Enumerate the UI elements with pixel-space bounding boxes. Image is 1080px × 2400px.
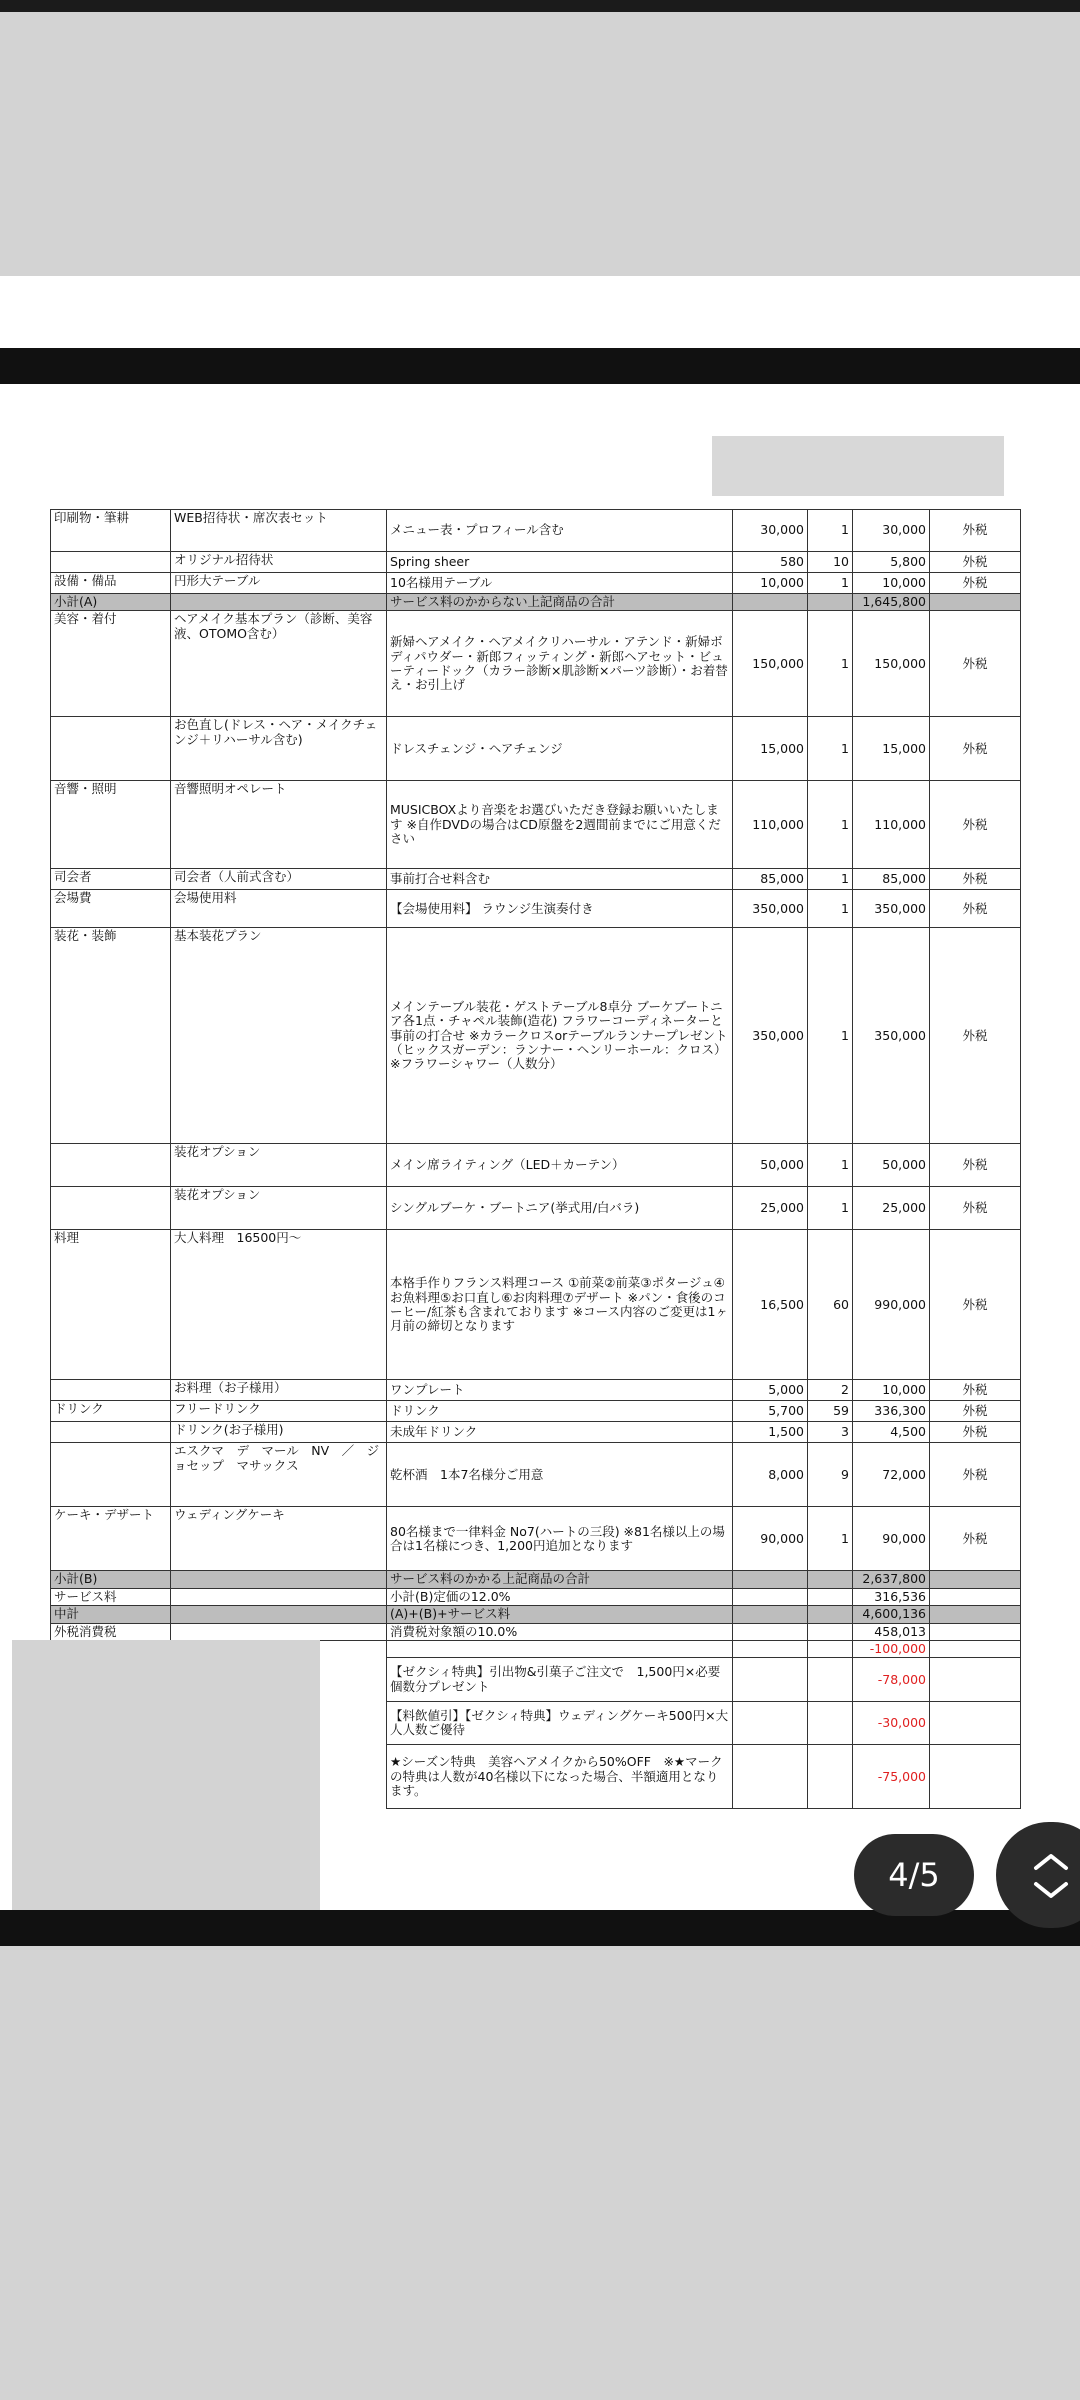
row-item: フリードリンク <box>171 1401 387 1422</box>
row-description: MUSICBOXより音楽をお選びいただき登録お願いいたします ※自作DVDの場合はCD原盤を2週間前までにご用意ください <box>387 781 733 869</box>
row-tax: 外税 <box>930 1144 1021 1187</box>
row-category: 料理 <box>51 1230 171 1380</box>
row-item: 司会者（人前式含む） <box>171 869 387 890</box>
row-category: 装花・装飾 <box>51 928 171 1144</box>
row-unit-price: 90,000 <box>733 1507 808 1571</box>
row-amount: 72,000 <box>853 1443 930 1507</box>
row-unit-price <box>733 594 808 611</box>
row-tax <box>930 594 1021 611</box>
row-category <box>51 1187 171 1230</box>
table-row <box>51 1380 1021 1401</box>
row-amount: 110,000 <box>853 781 930 869</box>
row-item: お色直し(ドレス・ヘア・メイクチェンジ＋リハーサル含む) <box>171 717 387 781</box>
row-amount: 458,013 <box>853 1623 930 1640</box>
row-quantity: 3 <box>808 1422 853 1443</box>
row-description: 未成年ドリンク <box>387 1422 733 1443</box>
table-row <box>51 552 1021 573</box>
page-indicator-label: 4/5 <box>888 1856 940 1894</box>
redacted-area-left <box>12 1640 320 1946</box>
row-unit-price <box>733 1588 808 1605</box>
row-description: ★シーズン特典 美容ヘアメイクから50%OFF ※★マークの特典は人数が40名様以下になった場合、半額適用となります。 <box>387 1745 733 1809</box>
row-unit-price: 10,000 <box>733 573 808 594</box>
row-description: ドリンク <box>387 1401 733 1422</box>
row-description: 事前打合せ料含む <box>387 869 733 890</box>
table-row <box>51 1230 1021 1380</box>
row-unit-price: 150,000 <box>733 611 808 717</box>
row-description: 小計(B)定価の12.0% <box>387 1588 733 1605</box>
table-row <box>51 1571 1021 1588</box>
row-amount: 2,637,800 <box>853 1571 930 1588</box>
row-quantity: 1 <box>808 1507 853 1571</box>
row-tax: 外税 <box>930 890 1021 928</box>
row-amount: 10,000 <box>853 573 930 594</box>
row-description: 新婦ヘアメイク・ヘアメイクリハーサル・アテンド・新婦ボディパウダー・新郎フィッティング・新郎ヘアセット・ビューティードック（カラー診断×肌診断×パーツ診断）・お着替え・お引上げ <box>387 611 733 717</box>
page-indicator <box>854 1834 974 1916</box>
row-quantity: 59 <box>808 1401 853 1422</box>
table-row <box>51 869 1021 890</box>
row-category: サービス料 <box>51 1588 171 1605</box>
row-quantity: 60 <box>808 1230 853 1380</box>
row-tax: 外税 <box>930 552 1021 573</box>
table-row <box>51 781 1021 869</box>
row-quantity: 1 <box>808 510 853 552</box>
row-description: サービス料のかかる上記商品の合計 <box>387 1571 733 1588</box>
row-description: メイン席ライティング（LED＋カーテン） <box>387 1144 733 1187</box>
row-amount: 4,500 <box>853 1422 930 1443</box>
row-tax: 外税 <box>930 869 1021 890</box>
table-row <box>51 1606 1021 1623</box>
table-row <box>51 1623 1021 1640</box>
row-item: 音響照明オペレート <box>171 781 387 869</box>
row-amount: 1,645,800 <box>853 594 930 611</box>
row-tax <box>930 1745 1021 1809</box>
row-tax: 外税 <box>930 510 1021 552</box>
row-tax <box>930 1588 1021 1605</box>
row-category: 外税消費税 <box>51 1623 171 1640</box>
row-item: ドリンク(お子様用) <box>171 1422 387 1443</box>
table-row <box>51 890 1021 928</box>
row-tax <box>930 1623 1021 1640</box>
row-category <box>51 1422 171 1443</box>
row-description: 【会場使用料】 ラウンジ生演奏付き <box>387 890 733 928</box>
row-item: オリジナル招待状 <box>171 552 387 573</box>
row-category: 小計(B) <box>51 1571 171 1588</box>
table-row <box>51 1422 1021 1443</box>
row-unit-price <box>733 1658 808 1702</box>
row-description: メインテーブル装花・ゲストテーブル8卓分 ブーケブートニア各1点・チャペル装飾(造花) フラワーコーディネーターと事前の打合せ ※カラークロスorテーブルランナープレゼント（ヒックスガーデン：ランナー・ヘンリーホール：クロス） ※フラワーシャワー（人数分） <box>387 928 733 1144</box>
table-row <box>51 928 1021 1144</box>
row-quantity: 1 <box>808 573 853 594</box>
row-item <box>171 1623 387 1640</box>
row-unit-price: 5,000 <box>733 1380 808 1401</box>
page-separator-band <box>0 348 1080 384</box>
row-tax: 外税 <box>930 1380 1021 1401</box>
table-row <box>51 611 1021 717</box>
row-tax: 外税 <box>930 1401 1021 1422</box>
row-category: 会場費 <box>51 890 171 928</box>
row-quantity: 1 <box>808 611 853 717</box>
row-amount: 10,000 <box>853 1380 930 1401</box>
row-item: 円形大テーブル <box>171 573 387 594</box>
row-unit-price: 350,000 <box>733 890 808 928</box>
row-description: 80名様まで一律料金 No7(ハートの三段) ※81名様以上の場合は1名様につき、1,200円追加となります <box>387 1507 733 1571</box>
row-description: Spring sheer <box>387 552 733 573</box>
row-quantity: 1 <box>808 1187 853 1230</box>
row-unit-price: 580 <box>733 552 808 573</box>
table-row <box>51 594 1021 611</box>
row-tax: 外税 <box>930 781 1021 869</box>
row-unit-price: 350,000 <box>733 928 808 1144</box>
row-unit-price: 16,500 <box>733 1230 808 1380</box>
row-unit-price: 8,000 <box>733 1443 808 1507</box>
row-item: 装花オプション <box>171 1144 387 1187</box>
row-quantity <box>808 1640 853 1657</box>
row-tax: 外税 <box>930 573 1021 594</box>
row-category <box>51 717 171 781</box>
row-unit-price <box>733 1745 808 1809</box>
row-unit-price: 85,000 <box>733 869 808 890</box>
row-description: 本格手作りフランス料理コース ①前菜②前菜③ポタージュ④お魚料理⑤お口直し⑥お肉料理⑦デザート ※パン・食後のコーヒー/紅茶も含まれております ※コース内容のご変更は1ヶ月前の締切となります <box>387 1230 733 1380</box>
row-amount: 50,000 <box>853 1144 930 1187</box>
row-category: 印刷物・筆耕 <box>51 510 171 552</box>
row-item: ヘアメイク基本プラン（診断、美容液、OTOMO含む） <box>171 611 387 717</box>
row-amount: 4,600,136 <box>853 1606 930 1623</box>
row-quantity: 1 <box>808 869 853 890</box>
row-quantity <box>808 1658 853 1702</box>
row-quantity: 1 <box>808 717 853 781</box>
row-tax: 外税 <box>930 1443 1021 1507</box>
row-amount: -30,000 <box>853 1702 930 1745</box>
row-category: 中計 <box>51 1606 171 1623</box>
table-row <box>51 1588 1021 1605</box>
row-unit-price: 110,000 <box>733 781 808 869</box>
row-quantity <box>808 1571 853 1588</box>
row-quantity <box>808 594 853 611</box>
row-quantity <box>808 1702 853 1745</box>
row-tax: 外税 <box>930 1422 1021 1443</box>
row-quantity <box>808 1745 853 1809</box>
row-unit-price <box>733 1702 808 1745</box>
chevron-up-down-icon <box>1026 1848 1076 1904</box>
row-category: 音響・照明 <box>51 781 171 869</box>
row-item: 装花オプション <box>171 1187 387 1230</box>
row-amount: -75,000 <box>853 1745 930 1809</box>
row-unit-price <box>733 1606 808 1623</box>
row-category <box>51 1443 171 1507</box>
row-amount: 336,300 <box>853 1401 930 1422</box>
table-row <box>51 1401 1021 1422</box>
row-quantity: 1 <box>808 1144 853 1187</box>
row-unit-price <box>733 1571 808 1588</box>
row-quantity: 2 <box>808 1380 853 1401</box>
table-row <box>51 573 1021 594</box>
row-amount: 5,800 <box>853 552 930 573</box>
row-unit-price: 15,000 <box>733 717 808 781</box>
row-tax <box>930 1606 1021 1623</box>
row-amount: 85,000 <box>853 869 930 890</box>
row-item: ウェディングケーキ <box>171 1507 387 1571</box>
row-category: ドリンク <box>51 1401 171 1422</box>
row-item: 会場使用料 <box>171 890 387 928</box>
row-description: 10名様用テーブル <box>387 573 733 594</box>
row-description: (A)+(B)+サービス料 <box>387 1606 733 1623</box>
row-item <box>171 1588 387 1605</box>
row-category <box>51 1144 171 1187</box>
row-item: WEB招待状・席次表セット <box>171 510 387 552</box>
row-item <box>171 594 387 611</box>
row-amount: 990,000 <box>853 1230 930 1380</box>
row-item: お料理（お子様用） <box>171 1380 387 1401</box>
row-unit-price: 5,700 <box>733 1401 808 1422</box>
row-item <box>171 1606 387 1623</box>
row-amount: 316,536 <box>853 1588 930 1605</box>
row-category <box>51 1380 171 1401</box>
table-row <box>51 1187 1021 1230</box>
row-unit-price: 50,000 <box>733 1144 808 1187</box>
row-amount: 15,000 <box>853 717 930 781</box>
estimate-table <box>50 509 1021 1809</box>
redacted-area-bottom <box>0 1946 1080 2400</box>
row-quantity: 10 <box>808 552 853 573</box>
row-category: 設備・備品 <box>51 573 171 594</box>
redacted-area-top <box>0 12 1080 276</box>
redacted-header-box <box>712 436 1004 496</box>
row-amount: 350,000 <box>853 890 930 928</box>
row-category: 小計(A) <box>51 594 171 611</box>
row-category <box>51 552 171 573</box>
row-category: ケーキ・デザート <box>51 1507 171 1571</box>
row-item: エスクマ デ マール NV ／ ジョセップ マサックス <box>171 1443 387 1507</box>
row-quantity: 1 <box>808 781 853 869</box>
row-tax: 外税 <box>930 1507 1021 1571</box>
row-tax <box>930 1640 1021 1657</box>
row-quantity <box>808 1606 853 1623</box>
row-unit-price: 1,500 <box>733 1422 808 1443</box>
row-amount: 30,000 <box>853 510 930 552</box>
row-description: 【料飲値引】【ゼクシィ特典】ウェディングケーキ500円×大人人数ご優待 <box>387 1702 733 1745</box>
row-unit-price: 30,000 <box>733 510 808 552</box>
row-amount: -78,000 <box>853 1658 930 1702</box>
table-row <box>51 1144 1021 1187</box>
row-description: メニュー表・プロフィール含む <box>387 510 733 552</box>
row-tax: 外税 <box>930 928 1021 1144</box>
row-quantity <box>808 1623 853 1640</box>
row-category: 司会者 <box>51 869 171 890</box>
top-status-bar <box>0 0 1080 12</box>
table-row <box>51 1443 1021 1507</box>
row-item <box>171 1571 387 1588</box>
row-item: 基本装花プラン <box>171 928 387 1144</box>
row-amount: 90,000 <box>853 1507 930 1571</box>
row-tax <box>930 1658 1021 1702</box>
row-quantity <box>808 1588 853 1605</box>
row-quantity: 9 <box>808 1443 853 1507</box>
row-description: 【ゼクシィ特典】引出物&引菓子ご注文で 1,500円×必要個数分プレゼント <box>387 1658 733 1702</box>
row-tax: 外税 <box>930 1187 1021 1230</box>
row-description: ドレスチェンジ・ヘアチェンジ <box>387 717 733 781</box>
row-category: 美容・着付 <box>51 611 171 717</box>
row-tax: 外税 <box>930 611 1021 717</box>
row-description: 消費税対象額の10.0% <box>387 1623 733 1640</box>
row-unit-price: 25,000 <box>733 1187 808 1230</box>
row-description: 乾杯酒 1本7名様分ご用意 <box>387 1443 733 1507</box>
table-row <box>51 717 1021 781</box>
row-description <box>387 1640 733 1657</box>
row-amount: -100,000 <box>853 1640 930 1657</box>
row-amount: 150,000 <box>853 611 930 717</box>
row-tax <box>930 1702 1021 1745</box>
row-unit-price <box>733 1640 808 1657</box>
row-amount: 350,000 <box>853 928 930 1144</box>
row-quantity: 1 <box>808 890 853 928</box>
table-row <box>51 1507 1021 1571</box>
row-description: ワンプレート <box>387 1380 733 1401</box>
row-description: シングルブーケ・ブートニア(挙式用/白バラ) <box>387 1187 733 1230</box>
row-tax <box>930 1571 1021 1588</box>
row-item: 大人料理 16500円～ <box>171 1230 387 1380</box>
row-tax: 外税 <box>930 1230 1021 1380</box>
row-quantity: 1 <box>808 928 853 1144</box>
row-tax: 外税 <box>930 717 1021 781</box>
row-unit-price <box>733 1623 808 1640</box>
row-description: サービス料のかからない上記商品の合計 <box>387 594 733 611</box>
row-amount: 25,000 <box>853 1187 930 1230</box>
table-row <box>51 510 1021 552</box>
